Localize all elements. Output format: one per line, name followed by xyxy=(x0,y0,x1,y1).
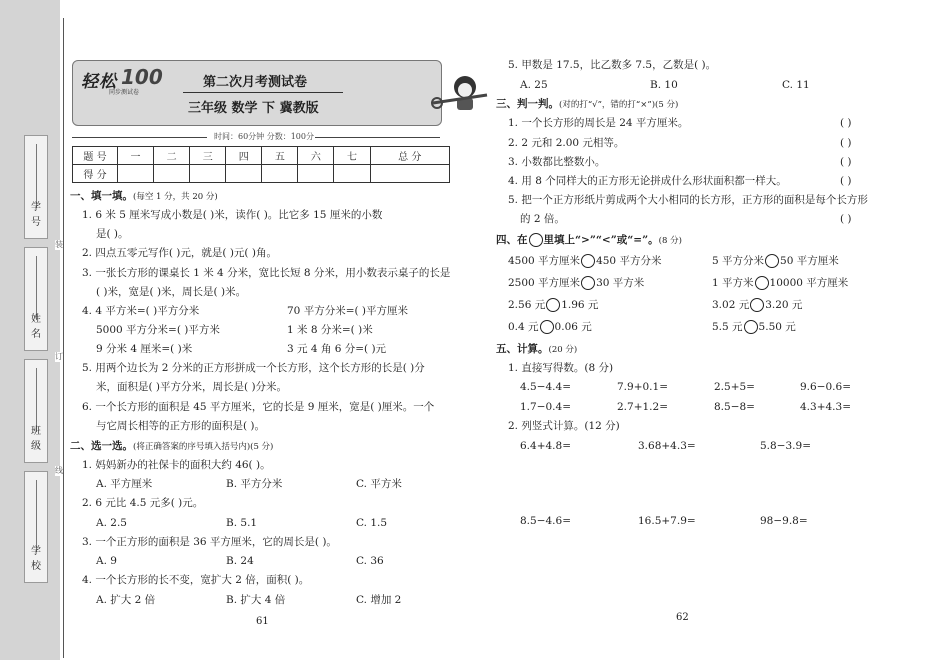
s4-item-7: 0.4 元 0.06 元 xyxy=(508,321,592,333)
s1-q4-f: 3 元 4 角 6 分=( )元 xyxy=(287,343,387,355)
s1-q4-e: 9 分米 4 厘米=( )米 xyxy=(96,343,193,355)
page-number-right: 62 xyxy=(676,612,689,623)
s3-item-5-cont: 的 2 倍。 xyxy=(520,213,565,225)
s5-vert-3: 5.8−3.9= xyxy=(760,440,811,452)
compare-circle[interactable] xyxy=(765,254,779,268)
page-number-left: 61 xyxy=(256,616,269,627)
s4-item-4: 1 平方米 10000 平方厘米 xyxy=(712,277,849,289)
exam-subtitle: 三年级 数学 下 冀教版 xyxy=(188,101,319,116)
s1-q3-line2: ( )米，宽是( )米，周长是( )米。 xyxy=(96,286,247,298)
section-4-heading: 四、在 里填上“>”“<”或“=”。(8 分) xyxy=(496,234,682,246)
s1-q5-line2: 米，面积是( )平方分米，周长是( )分米。 xyxy=(96,381,288,393)
s1-q3-line1: 3. 一张长方形的课桌长 1 米 4 分米，宽比长短 8 分米，用小数表示桌子的长是 xyxy=(82,267,451,279)
s4-item-8: 5.5 元 5.50 元 xyxy=(712,321,796,333)
s2-q2-opt-b: B. 5.1 xyxy=(226,517,258,529)
s3-bracket-1[interactable]: ( ) xyxy=(840,117,852,129)
s2-q1-opt-b: B. 平方分米 xyxy=(226,478,283,490)
section-3-heading: 三、判一判。(对的打“√”，错的打“×”)(5 分) xyxy=(496,98,679,110)
s2-q3-opt-a: A. 9 xyxy=(96,555,117,567)
cut-mark-2: 订 xyxy=(55,352,63,361)
s5-vert-6: 98−9.8= xyxy=(760,515,808,527)
brand-logo: 轻松 100 同步测试卷 xyxy=(81,65,163,96)
class-box xyxy=(24,359,48,463)
s2-q1: 1. 妈妈新办的社保卡的面积大约 46( )。 xyxy=(82,459,271,471)
s5-sub-1: 1. 直接写得数。(8 分) xyxy=(508,362,614,374)
s4-item-1: 4500 平方厘米 450 平方分米 xyxy=(508,255,662,267)
s2-q4-opt-c: C. 增加 2 xyxy=(356,594,402,606)
s2-q4-opt-a: A. 扩大 2 倍 xyxy=(96,594,156,606)
s2-q4-opt-b: B. 扩大 4 倍 xyxy=(226,594,286,606)
compare-circle[interactable] xyxy=(744,320,758,334)
school-label: 学 校 xyxy=(31,546,41,572)
name-label: 姓 名 xyxy=(31,314,41,340)
s4-item-3: 2500 平方厘米 30 平方米 xyxy=(508,277,645,289)
binding-line xyxy=(63,18,64,658)
s5-calc-7: 8.5−8= xyxy=(714,401,755,413)
s2-q2: 2. 6 元比 4.5 元多( )元。 xyxy=(82,497,204,509)
class-label: 班 级 xyxy=(31,426,41,452)
s3-item-2: 2. 2 元和 2.00 元相等。 xyxy=(508,137,625,149)
compare-circle[interactable] xyxy=(581,276,595,290)
school-box xyxy=(24,471,48,583)
s2-q3-opt-c: C. 36 xyxy=(356,555,384,567)
s4-item-2: 5 平方分米 50 平方厘米 xyxy=(712,255,839,267)
compare-circle[interactable] xyxy=(546,298,560,312)
s1-q4-a: 4. 4 平方米=( )平方分米 xyxy=(82,305,200,317)
s1-q2: 2. 四点五零元写作( )元，就是( )元( )角。 xyxy=(82,247,277,259)
s2-q5: 5. 甲数是 17.5，比乙数多 7.5，乙数是( )。 xyxy=(508,59,717,71)
cartoon-kid-icon xyxy=(425,67,495,117)
s1-q6-line2: 与它周长相等的正方形的面积是( )。 xyxy=(96,420,266,432)
section-1-heading: 一、填一填。(每空 1 分，共 20 分) xyxy=(70,190,218,202)
s1-q4-b: 70 平方分米=( )平方厘米 xyxy=(287,305,409,317)
compare-circle[interactable] xyxy=(755,276,769,290)
name-box xyxy=(24,247,48,351)
s3-bracket-3[interactable]: ( ) xyxy=(840,156,852,168)
student-number-box xyxy=(24,135,48,239)
compare-circle[interactable] xyxy=(581,254,595,268)
s5-calc-3: 2.5+5= xyxy=(714,381,755,393)
s2-q3: 3. 一个正方形的面积是 36 平方厘米，它的周长是( )。 xyxy=(82,536,337,548)
s3-bracket-5[interactable]: ( ) xyxy=(840,213,852,225)
s3-item-3: 3. 小数都比整数小。 xyxy=(508,156,606,168)
time-info-bar xyxy=(72,131,440,143)
s5-vert-5: 16.5+7.9= xyxy=(638,515,696,527)
s2-q5-opt-c: C. 11 xyxy=(782,79,810,91)
section-5-heading: 五、计算。(20 分) xyxy=(496,343,578,355)
s1-q1-line1: 1. 6 米 5 厘米写成小数是( )米，读作( )。比它多 15 厘米的小数 xyxy=(82,209,383,221)
s5-calc-4: 9.6−0.6= xyxy=(800,381,851,393)
s5-vert-1: 6.4+4.8= xyxy=(520,440,571,452)
compare-circle[interactable] xyxy=(750,298,764,312)
s5-vert-2: 3.68+4.3= xyxy=(638,440,696,452)
score-table-row: 得 分 xyxy=(73,165,450,183)
exam-header xyxy=(72,60,442,126)
s3-bracket-4[interactable]: ( ) xyxy=(840,175,852,187)
s5-calc-5: 1.7−0.4= xyxy=(520,401,571,413)
cut-mark-3: 线 xyxy=(55,466,63,475)
circle-icon xyxy=(529,233,543,247)
s2-q4: 4. 一个长方形的长不变，宽扩大 2 倍，面积( )。 xyxy=(82,574,310,586)
s1-q1-line2: 是( )。 xyxy=(96,228,129,240)
s1-q4-d: 1 米 8 分米=( )米 xyxy=(287,324,373,336)
compare-circle[interactable] xyxy=(540,320,554,334)
s5-sub-2: 2. 列竖式计算。(12 分) xyxy=(508,420,620,432)
s2-q2-opt-a: A. 2.5 xyxy=(96,517,127,529)
s5-vert-4: 8.5−4.6= xyxy=(520,515,571,527)
s5-calc-8: 4.3+4.3= xyxy=(800,401,851,413)
s2-q5-opt-a: A. 25 xyxy=(520,79,548,91)
s5-calc-2: 7.9+0.1= xyxy=(617,381,668,393)
s2-q5-opt-b: B. 10 xyxy=(650,79,678,91)
score-table-header: 题 号 一 二 三 四 五 六 七 总 分 xyxy=(73,147,450,165)
time-info: 时间：60分钟 分数：100分 xyxy=(214,132,314,141)
s3-item-4: 4. 用 8 个同样大的正方形无论拼成什么形状面积都一样大。 xyxy=(508,175,787,187)
s2-q2-opt-c: C. 1.5 xyxy=(356,517,388,529)
section-2-heading: 二、选一选。(将正确答案的序号填入括号内)(5 分) xyxy=(70,440,274,452)
score-table xyxy=(72,146,450,183)
s4-item-5: 2.56 元 1.96 元 xyxy=(508,299,599,311)
s5-calc-6: 2.7+1.2= xyxy=(617,401,668,413)
cut-mark-1: 装 xyxy=(55,240,63,249)
s3-item-1: 1. 一个长方形的周长是 24 平方厘米。 xyxy=(508,117,689,129)
s2-q1-opt-c: C. 平方米 xyxy=(356,478,402,490)
s3-bracket-2[interactable]: ( ) xyxy=(840,137,852,149)
s2-q3-opt-b: B. 24 xyxy=(226,555,254,567)
s2-q1-opt-a: A. 平方厘米 xyxy=(96,478,153,490)
s3-item-5: 5. 把一个正方形纸片剪成两个大小相同的长方形，正方形的面积是每个长方形 xyxy=(508,194,868,206)
exam-title: 第二次月考测试卷 xyxy=(203,75,308,90)
s1-q5-line1: 5. 用两个边长为 2 分米的正方形拼成一个长方形，这个长方形的长是( )分 xyxy=(82,362,425,374)
student-number-label: 学 号 xyxy=(31,202,41,228)
s5-calc-1: 4.5−4.4= xyxy=(520,381,571,393)
s1-q4-c: 5000 平方分米=( )平方米 xyxy=(96,324,220,336)
s4-item-6: 3.02 元 3.20 元 xyxy=(712,299,803,311)
s1-q6-line1: 6. 一个长方形的面积是 45 平方厘米，它的长是 9 厘米，宽是( )厘米。一个 xyxy=(82,401,435,413)
